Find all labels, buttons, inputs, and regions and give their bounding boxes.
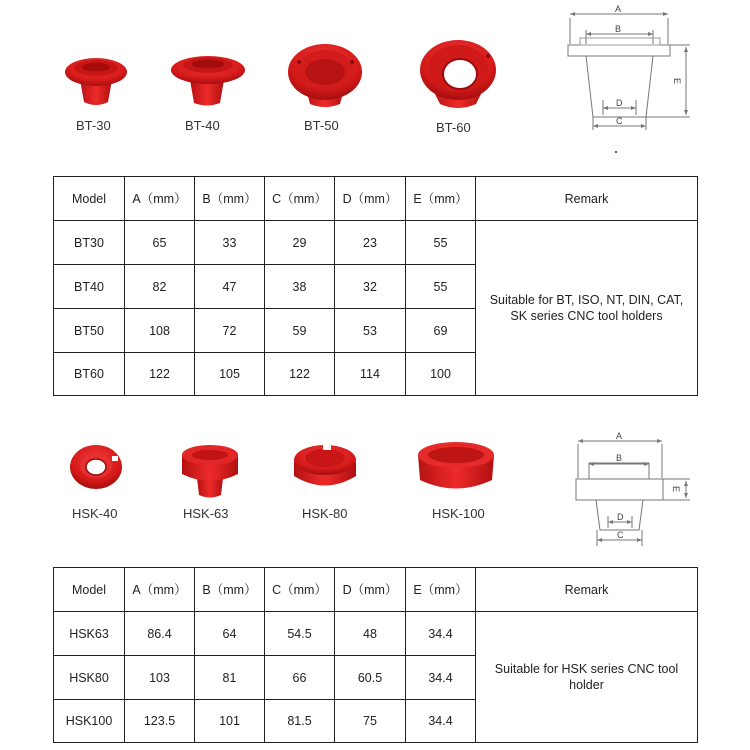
product-label: HSK-63: [183, 506, 229, 521]
decorative-dot: [615, 151, 617, 153]
cell-remark: Suitable for HSK series CNC tool holder: [476, 612, 698, 743]
table-header-row: [54, 568, 698, 612]
cell-c: 38: [265, 265, 335, 309]
cell-c: 122: [265, 353, 335, 396]
product-label: BT-60: [436, 120, 471, 135]
cell-d: 53: [335, 309, 406, 353]
cell-c: 66: [265, 656, 335, 700]
product-label: HSK-40: [72, 506, 118, 521]
dimension-label-d: D: [617, 512, 624, 522]
cell-b: 101: [195, 700, 265, 743]
hsk-dimension-diagram: [566, 430, 700, 555]
cell-a: 82: [125, 265, 195, 309]
header-model: Model: [54, 177, 125, 221]
cell-d: 48: [335, 612, 406, 656]
product-hsk40: [62, 506, 132, 526]
product-hsk80: [297, 506, 367, 526]
dimension-label-e: E: [672, 78, 682, 85]
header-remark: Remark: [476, 177, 698, 221]
product-bt50: [290, 118, 360, 138]
hsk63-image: [182, 445, 238, 498]
product-label: HSK-80: [302, 506, 348, 521]
dimension-label-c: C: [616, 116, 623, 126]
cell-model: BT60: [54, 353, 125, 396]
header-c: C（mm）: [265, 177, 335, 221]
product-label: BT-30: [76, 118, 111, 133]
dimension-label-c: C: [617, 530, 624, 540]
bt50-image: [288, 44, 362, 107]
header-b: B（mm）: [195, 568, 265, 612]
cell-a: 103: [125, 656, 195, 700]
cell-e: 34.4: [406, 700, 476, 743]
cell-model: BT40: [54, 265, 125, 309]
cell-c: 54.5: [265, 612, 335, 656]
product-bt60: [422, 120, 492, 140]
header-model: Model: [54, 568, 125, 612]
cell-model: BT30: [54, 221, 125, 265]
table-row: [54, 612, 698, 656]
bt-dimension-diagram: [560, 0, 700, 160]
cell-b: 105: [195, 353, 265, 396]
header-a: A（mm）: [125, 568, 195, 612]
cell-e: 55: [406, 221, 476, 265]
cell-a: 86.4: [125, 612, 195, 656]
cell-c: 81.5: [265, 700, 335, 743]
cell-model: HSK100: [54, 700, 125, 743]
hsk80-image: [294, 444, 356, 486]
cell-d: 23: [335, 221, 406, 265]
header-c: C（mm）: [265, 568, 335, 612]
header-a: A（mm）: [125, 177, 195, 221]
cell-e: 34.4: [406, 612, 476, 656]
dimension-label-b: B: [616, 453, 623, 463]
dimension-label-a: A: [616, 431, 623, 441]
hsk-spec-table: [53, 567, 698, 743]
header-e: E（mm）: [406, 568, 476, 612]
cell-a: 123.5: [125, 700, 195, 743]
product-hsk100: [428, 506, 508, 526]
cell-a: 65: [125, 221, 195, 265]
dimension-label-a: A: [615, 4, 622, 14]
dimension-label-b: B: [615, 24, 622, 34]
cell-e: 100: [406, 353, 476, 396]
table-header-row: [54, 177, 698, 221]
product-label: HSK-100: [432, 506, 485, 521]
cell-d: 114: [335, 353, 406, 396]
hsk100-image: [418, 442, 494, 489]
table-row: [54, 221, 698, 265]
dimension-label-d: D: [616, 98, 623, 108]
cell-b: 64: [195, 612, 265, 656]
cell-b: 72: [195, 309, 265, 353]
hsk40-image: [70, 445, 122, 489]
cell-b: 81: [195, 656, 265, 700]
bt40-image: [171, 56, 245, 106]
cell-a: 122: [125, 353, 195, 396]
product-label: BT-40: [185, 118, 220, 133]
cell-model: BT50: [54, 309, 125, 353]
cell-model: HSK80: [54, 656, 125, 700]
header-d: D（mm）: [335, 177, 406, 221]
cell-c: 29: [265, 221, 335, 265]
header-e: E（mm）: [406, 177, 476, 221]
cell-e: 34.4: [406, 656, 476, 700]
cell-d: 32: [335, 265, 406, 309]
cell-d: 60.5: [335, 656, 406, 700]
cell-e: 69: [406, 309, 476, 353]
cell-a: 108: [125, 309, 195, 353]
product-label: BT-50: [304, 118, 339, 133]
dimension-label-e: E: [671, 486, 681, 493]
cell-c: 59: [265, 309, 335, 353]
cell-remark: Suitable for BT, ISO, NT, DIN, CAT, SK series CNC tool holders: [476, 221, 698, 396]
bt-spec-table: [53, 176, 698, 396]
product-bt30: [60, 118, 130, 138]
bt30-image: [65, 58, 127, 105]
cell-b: 47: [195, 265, 265, 309]
cell-e: 55: [406, 265, 476, 309]
header-remark: Remark: [476, 568, 698, 612]
cell-b: 33: [195, 221, 265, 265]
cell-model: HSK63: [54, 612, 125, 656]
header-b: B（mm）: [195, 177, 265, 221]
product-bt40: [172, 118, 242, 138]
header-d: D（mm）: [335, 568, 406, 612]
product-hsk63: [178, 506, 248, 526]
cell-d: 75: [335, 700, 406, 743]
bt60-image: [420, 40, 496, 108]
